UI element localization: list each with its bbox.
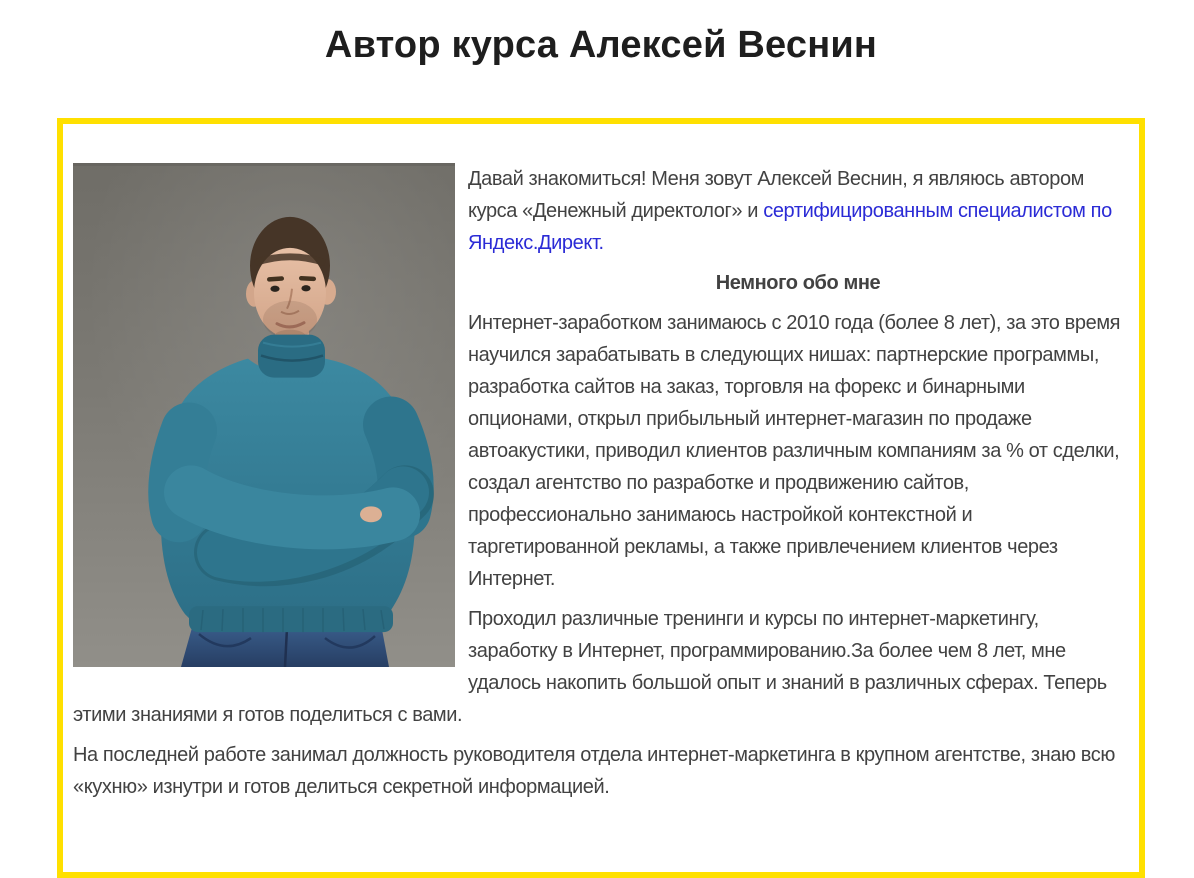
author-card-frame xyxy=(57,118,1145,878)
author-photo xyxy=(73,163,455,667)
bio-paragraph-experience: Интернет-заработком занимаюсь с 2010 года (более 8 лет), за это время научился зарабатывать в следующих нишах: партнерские программы, разработка сайтов на заказ, торговля на форекс и бинарными опционами, открыл прибыльный интернет-магазин по продаже автоакустики, приводил клиентов различным компаниям за % от сделки, создал агентство по разработке и продвижению сайтов, профессионально занимаюсь настройкой контекстной и таргетированной рекламы, а также привлечением клиентов через Интернет. xyxy=(468,312,1121,590)
sweater xyxy=(161,359,416,632)
bio-paragraph-trainings: Проходил различные тренинги и курсы по интернет-маркетингу, заработку в Интернет, программированию.За более чем 8 лет, мне удалось накопить большой опыт и знаний в различных сферах. Теперь этими знаниями я готов поделиться с вами. xyxy=(73,608,1107,726)
yandex-direct-certificate-link[interactable]: сертифицированным специалистом по Яндекс.Директ. xyxy=(468,200,1112,254)
intro-text: Давай знакомиться! Меня зовут Алексей Веснин, я являюсь автором курса «Денежный директолог» и xyxy=(468,168,1085,222)
about-heading: Немного обо мне xyxy=(715,272,881,294)
collar xyxy=(258,335,325,378)
page-title: Автор курса Алексей Веснин xyxy=(324,24,878,66)
author-portrait-illustration xyxy=(73,163,455,667)
bio-paragraph-last-job: На последней работе занимал должность руководителя отдела интернет-маркетинга в крупном агентстве, знаю всю «кухню» изнутри и готов делиться секретной информацией. xyxy=(73,744,1115,798)
hand xyxy=(360,506,382,522)
